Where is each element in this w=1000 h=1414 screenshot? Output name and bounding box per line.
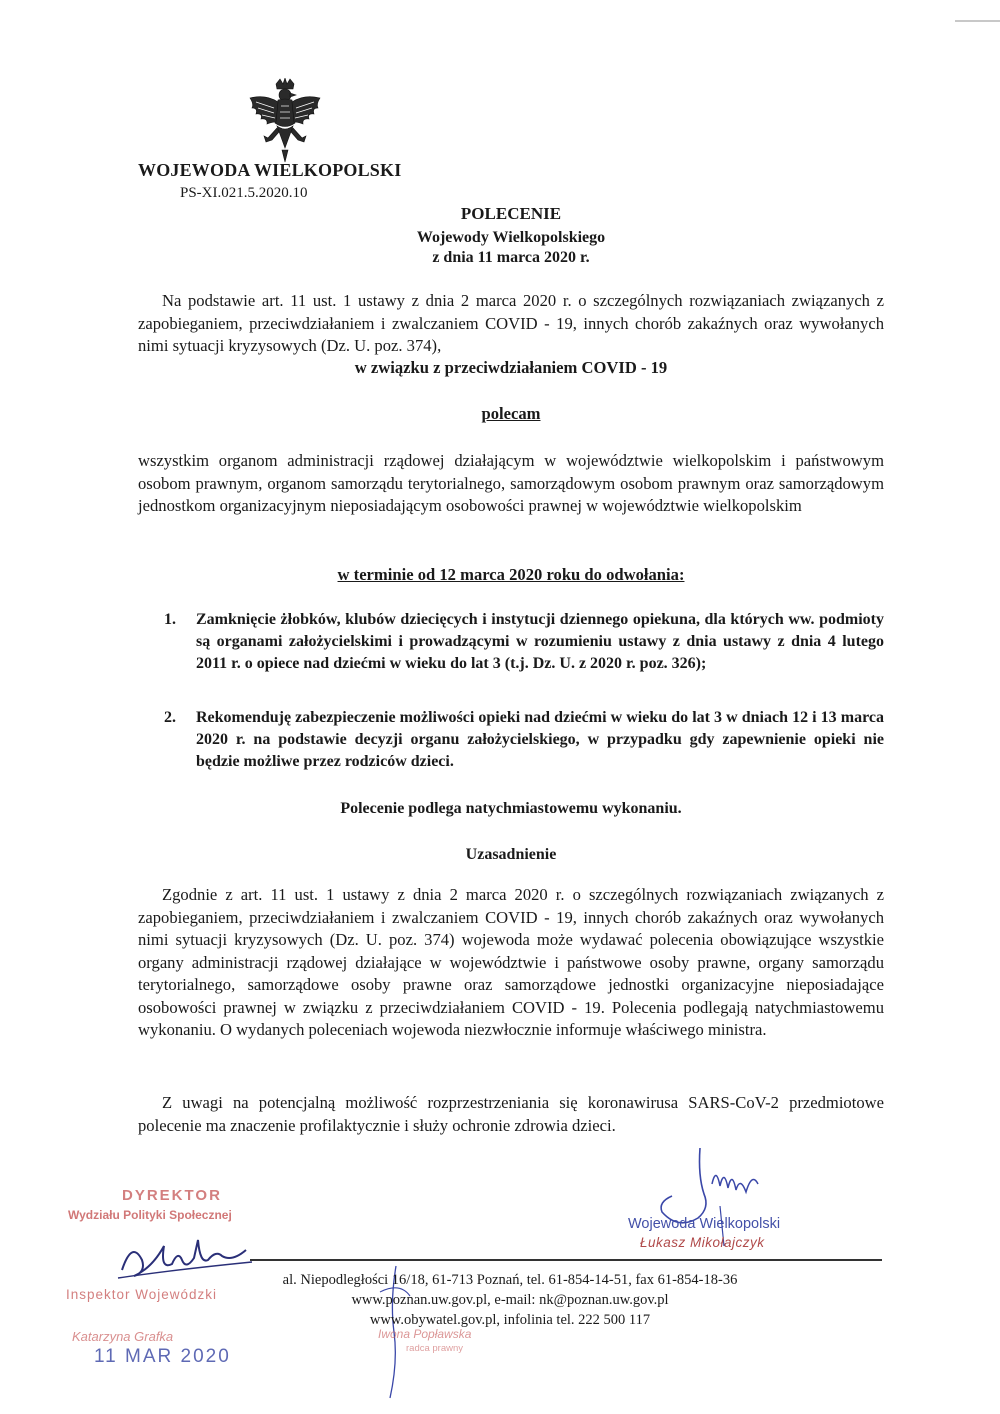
scan-artifact (955, 20, 1000, 22)
term-heading: w terminie od 12 marca 2020 roku do odwołania: (337, 565, 685, 584)
justification-paragraph-2: Z uwagi na potencjalną możliwość rozprzestrzeniania się koronawirusa SARS-CoV-2 przedmiotowe polecenie ma znaczenie profilaktycznie i służy ochronie zdrowia dzieci. (138, 1093, 884, 1135)
issuer-heading: Wojewody Wielkopolskiego (416, 229, 606, 246)
polish-eagle-emblem-icon (246, 78, 324, 164)
stamp-legal-advisor-role: radca prawny (406, 1343, 464, 1354)
signatory-name: Łukasz Mikołajczyk (640, 1235, 765, 1250)
signatory-title: Wojewoda Wielkopolski (628, 1216, 781, 1232)
list-item-number: 1. (164, 611, 176, 628)
list-item-text: Rekomenduję zabezpieczenie możliwości opieki nad dziećmi w wieku do lat 3 w dniach 12 i 13 marca 2020 r. na podstawie decyzji organu założycielskiego, w przypadku gdy zapewnienie opieki nie będzie możliwe przez rodziców dzieci. (196, 709, 884, 771)
context-line: w związku z przeciwdziałaniem COVID - 19 (354, 358, 668, 377)
date-stamp: 11 MAR 2020 (94, 1346, 231, 1367)
command-heading: polecam (481, 404, 541, 423)
justification-paragraph-1: Zgodnie z art. 11 ust. 1 ustawy z dnia 2 marca 2020 r. o szczególnych rozwiązaniach związanych z zapobieganiem, przeciwdziałaniem i zwalczaniem COVID - 19, innych chorób zakaźnych oraz wywołanych nimi sytuacji kryzysowych (Dz. U. poz. 374) wojewoda może wydawać polecenia obowiązujące wszystkie organy administracji rządowej działające w województwie i państwowe osoby prawne, organy samorządu terytorialnego, samorządowe osoby prawne oraz samorządowe jednostki organizacyjne nieposiadające osobowości prawnej w związku z przeciwdziałaniem COVID - 19. Polecenia podlegają natychmiastowemu wykonaniu. O wydanych poleceniach wojewoda niezwłocznie informuje właściwego ministra. (138, 885, 884, 1039)
list-item (164, 707, 884, 774)
document-number: PS-XI.021.5.2020.10 (180, 185, 308, 201)
execution-note: Polecenie podlega natychmiastowemu wykonaniu. (340, 800, 682, 817)
footer-address: al. Niepodległości 16/18, 61-713 Poznań, tel. 61-854-14-51, fax 61-854-18-36 (282, 1272, 738, 1288)
document-type-heading: POLECENIE (460, 204, 562, 223)
footer-hotline: www.obywatel.gov.pl, infolinia tel. 222 500 117 (369, 1312, 651, 1328)
stamp-legal-advisor-name: Iwona Popławska (378, 1327, 472, 1341)
list-item-text: Zamknięcie żłobków, klubów dziecięcych i instytucji dziennego opiekuna, dla których ww. podmioty są organami założycielskimi i prowadzącymi w rozumieniu ustawy z dnia ustawy z dnia 4 lutego 2011 r. o opiece nad dziećmi w wieku do lat 3 (t.j. Dz. U. z 2020 r. poz. 326); (196, 611, 884, 673)
stamp-inspector-name: Katarzyna Grafka (72, 1329, 174, 1344)
office-title: WOJEWODA WIELKOPOLSKI (138, 160, 402, 180)
footer-divider (250, 1259, 882, 1261)
stamp-director-title: DYREKTOR (122, 1187, 222, 1204)
addressees-paragraph: wszystkim organom administracji rządowej działającym w województwie wielkopolskim i państwowym osobom prawnym, organom samorządu terytorialnego, samorządowym osobom prawnym oraz samorządowym jednostkom organizacyjnym nieposiadającym osobowości prawnej w województwie wielkopolskim (138, 451, 884, 515)
list-item (164, 609, 884, 676)
stamp-inspector: Inspektor Wojewódzki (66, 1287, 218, 1302)
footer-web-email: www.poznan.uw.gov.pl, e-mail: nk@poznan.uw.gov.pl (351, 1292, 669, 1308)
list-item-number: 2. (164, 709, 176, 726)
stamp-department: Wydziału Polityki Społecznej (68, 1208, 232, 1222)
handwritten-signature-director (112, 1220, 262, 1290)
legal-basis-paragraph: Na podstawie art. 11 ust. 1 ustawy z dnia 2 marca 2020 r. o szczególnych rozwiązaniach związanych z zapobieganiem, przeciwdziałaniem i zwalczaniem COVID - 19, innych chorób zakaźnych oraz wywołanych nimi sytuacji kryzysowych (Dz. U. poz. 374), (138, 291, 884, 355)
date-heading: z dnia 11 marca 2020 r. (432, 249, 590, 266)
justification-heading: Uzasadnienie (465, 846, 557, 863)
